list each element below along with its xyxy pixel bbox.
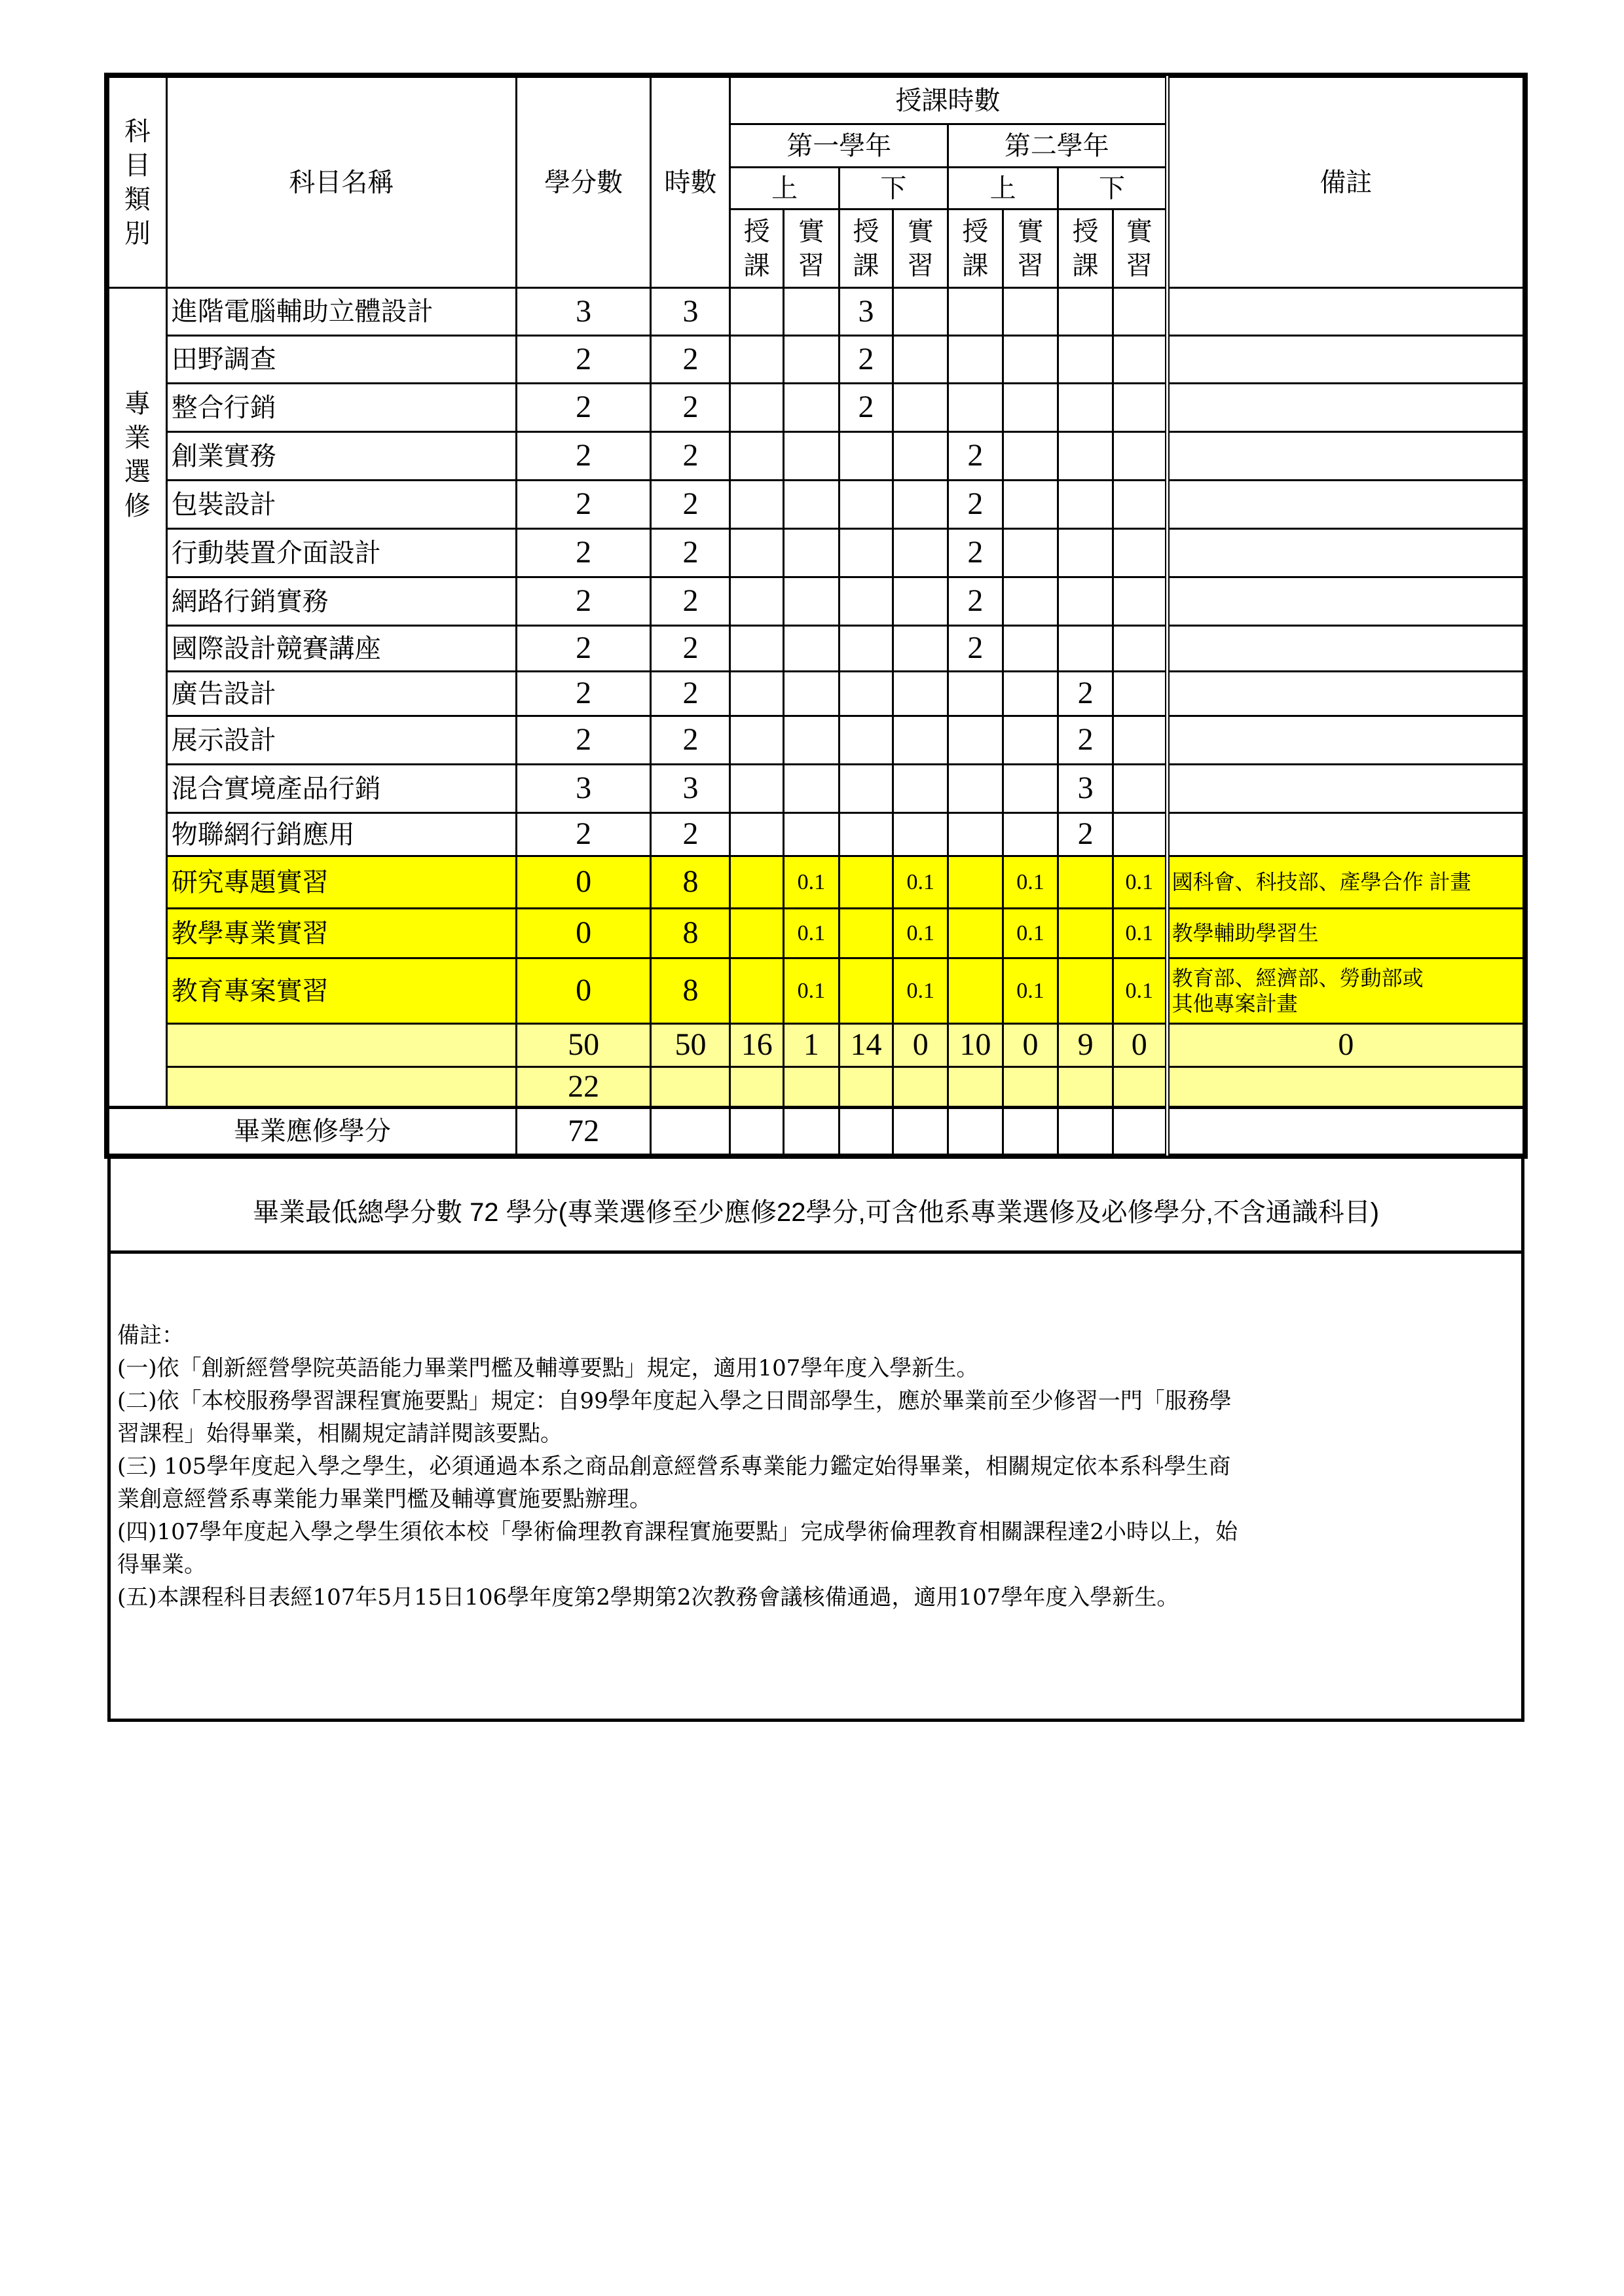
year2-header: 第二學年 [948, 124, 1168, 168]
empty-cell [730, 1108, 784, 1155]
hours-y1d-l [839, 958, 893, 1024]
hours-cell: 2 [651, 432, 730, 481]
course-row [109, 288, 1524, 336]
hours-cell: 3 [651, 765, 730, 813]
hours-cell: 50 [651, 1024, 730, 1067]
year2-upper-header: 上 [948, 168, 1058, 210]
curriculum-sheet [107, 76, 1524, 1156]
hours-y2u-l: 2 [948, 432, 1003, 481]
hours-y1u-p [784, 529, 840, 577]
hours-y2d-l [1058, 909, 1113, 958]
hours-y1u-l [730, 958, 784, 1024]
course-name: 創業實務 [166, 432, 516, 481]
hours-y2u-p: 0 [1003, 1024, 1058, 1067]
practice-char: 實 [907, 217, 934, 246]
practice-header [1003, 210, 1058, 288]
hours-y2d-l [1058, 577, 1113, 626]
credits-cell: 2 [516, 432, 651, 481]
graduation-credits: 72 [516, 1108, 651, 1155]
practice-header [784, 210, 840, 288]
lecture-header [839, 210, 893, 288]
hours-cell: 2 [651, 529, 730, 577]
credits-cell: 2 [516, 529, 651, 577]
hours-cell: 3 [651, 288, 730, 336]
internship-row [109, 909, 1524, 958]
hours-y1u-p: 0.1 [784, 909, 840, 958]
hours-y2u-l: 10 [948, 1024, 1003, 1067]
hours-y2d-p: 0 [1113, 1024, 1167, 1067]
hours-y2u-p [1003, 529, 1058, 577]
hours-y1d-l [839, 765, 893, 813]
hours-y1u-l [730, 716, 784, 765]
category-header [109, 77, 167, 288]
credits-cell: 2 [516, 336, 651, 384]
hours-y2u-p [1003, 813, 1058, 856]
course-name: 混合實境產品行銷 [166, 765, 516, 813]
course-name: 國際設計競賽講座 [166, 626, 516, 672]
hours-y1d-p [893, 288, 948, 336]
summary-text: 畢業最低總學分數 72 學分(專業選修至少應修22學分,可含他系專業選修及必修學分,不含通識科目) [252, 1198, 1380, 1227]
hours-header: 時數 [651, 77, 730, 288]
course-name: 物聯網行銷應用 [166, 813, 516, 856]
category-char: 目 [124, 151, 151, 180]
note-line: 教學輔助學習生 [1172, 921, 1319, 945]
hours-y2u-l [948, 813, 1003, 856]
hours-y2u-p [1003, 384, 1058, 432]
remark-line: (二)依「本校服務學習課程實施要點」規定：自99學年度起入學之日間部學生，應於畢業前至少修習一門「服務學 [117, 1388, 1232, 1414]
note-cell [1167, 288, 1523, 336]
hours-y2d-p: 0.1 [1113, 958, 1167, 1024]
hours-y2u-p [1003, 765, 1058, 813]
empty-cell [1167, 1067, 1523, 1108]
lecture-char: 授 [1072, 217, 1099, 246]
empty-cell [1058, 1108, 1113, 1155]
note-cell [1167, 716, 1523, 765]
hours-y1d-l [839, 716, 893, 765]
note-cell [1167, 909, 1523, 958]
lecture-char: 授 [743, 217, 770, 246]
remark-line: 得畢業。 [117, 1552, 206, 1578]
hours-y1u-l [730, 432, 784, 481]
empty-cell [651, 1067, 730, 1108]
hours-y2d-l [1058, 856, 1113, 909]
course-row [109, 765, 1524, 813]
note-cell [1167, 481, 1523, 529]
hours-y2d-p [1113, 288, 1167, 336]
credits-cell: 2 [516, 384, 651, 432]
hours-y2d-p [1113, 672, 1167, 716]
hours-y1u-p [784, 765, 840, 813]
hours-y1d-l [839, 909, 893, 958]
credits-cell: 2 [516, 577, 651, 626]
hours-y1u-l [730, 577, 784, 626]
lecture-header [730, 210, 784, 288]
credits-cell: 0 [516, 909, 651, 958]
course-row [109, 432, 1524, 481]
hours-y1d-l [839, 672, 893, 716]
hours-y1d-p [893, 529, 948, 577]
note-line: 教育部、經濟部、勞動部或 [1172, 966, 1424, 991]
empty-cell [1113, 1067, 1167, 1108]
year2-lower-header: 下 [1058, 168, 1167, 210]
hours-y1u-l [730, 336, 784, 384]
hours-y2u-l: 2 [948, 626, 1003, 672]
internship-row [109, 958, 1524, 1024]
hours-y2d-l [1058, 626, 1113, 672]
note-cell [1167, 672, 1523, 716]
remark-line: 習課程」始得畢業，相關規定請詳閱該要點。 [117, 1421, 563, 1447]
hours-y1u-l [730, 672, 784, 716]
course-name: 整合行銷 [166, 384, 516, 432]
hours-y2d-l [1058, 481, 1113, 529]
hours-y1u-l [730, 288, 784, 336]
note-cell [1167, 765, 1523, 813]
hours-y1u-l [730, 856, 784, 909]
lecture-header [948, 210, 1003, 288]
hours-y1d-l [839, 856, 893, 909]
hours-y1u-p: 1 [784, 1024, 840, 1067]
hours-y2d-p [1113, 529, 1167, 577]
course-row [109, 626, 1524, 672]
hours-cell: 8 [651, 958, 730, 1024]
course-row [109, 813, 1524, 856]
hours-y2u-l [948, 672, 1003, 716]
hours-cell: 2 [651, 813, 730, 856]
credits-cell: 2 [516, 626, 651, 672]
hours-y1u-p: 0.1 [784, 958, 840, 1024]
hours-y2u-p: 0.1 [1003, 958, 1058, 1024]
note-line: 其他專案計畫 [1172, 991, 1298, 1015]
lecture-char: 授 [853, 217, 879, 246]
course-row [109, 384, 1524, 432]
remarks-title: 備註： [117, 1322, 184, 1349]
hours-y2u-l [948, 958, 1003, 1024]
course-name: 包裝設計 [166, 481, 516, 529]
hours-y1u-p [784, 336, 840, 384]
hours-y1d-p [893, 336, 948, 384]
credits-header: 學分數 [516, 77, 651, 288]
empty-cell [166, 1067, 516, 1108]
hours-y1d-p [893, 432, 948, 481]
hours-y2u-l [948, 765, 1003, 813]
hours-y1d-p [893, 577, 948, 626]
practice-char: 習 [907, 251, 934, 280]
hours-y1d-p: 0 [893, 1024, 948, 1067]
hours-y1u-l [730, 765, 784, 813]
hours-y1u-l [730, 481, 784, 529]
hours-y1d-p: 0.1 [893, 958, 948, 1024]
hours-y1d-p [893, 716, 948, 765]
hours-cell: 2 [651, 626, 730, 672]
hours-y2u-p [1003, 672, 1058, 716]
note-cell [1167, 529, 1523, 577]
practice-char: 習 [798, 251, 824, 280]
hours-y2u-p: 0.1 [1003, 856, 1058, 909]
course-name-header: 科目名稱 [166, 77, 516, 288]
hours-cell: 8 [651, 856, 730, 909]
empty-cell [651, 1108, 730, 1155]
hours-y2d-l [1058, 288, 1113, 336]
credits-cell: 2 [516, 672, 651, 716]
hours-y1u-l [730, 529, 784, 577]
lecture-char: 課 [1072, 251, 1099, 280]
hours-y1d-p [893, 626, 948, 672]
empty-cell [839, 1108, 893, 1155]
hours-y2u-l [948, 384, 1003, 432]
hours-y2d-p [1113, 813, 1167, 856]
hours-y2d-p: 0.1 [1113, 909, 1167, 958]
course-name: 展示設計 [166, 716, 516, 765]
note-line: 國科會、科技部、產學合作 計畫 [1172, 870, 1471, 894]
course-row [109, 577, 1524, 626]
hours-cell: 2 [651, 716, 730, 765]
hours-y1d-l: 2 [839, 336, 893, 384]
practice-char: 實 [1017, 217, 1044, 246]
lecture-char: 授 [962, 217, 989, 246]
hours-y2d-p [1113, 626, 1167, 672]
hours-y2u-p [1003, 336, 1058, 384]
hours-y2d-l: 2 [1058, 716, 1113, 765]
hours-y2d-l [1058, 384, 1113, 432]
hours-y1u-p [784, 432, 840, 481]
hours-y2u-l [948, 856, 1003, 909]
note-cell [1167, 626, 1523, 672]
empty-cell [893, 1067, 948, 1108]
hours-cell: 2 [651, 336, 730, 384]
hours-y2d-l: 2 [1058, 813, 1113, 856]
empty-cell [1113, 1108, 1167, 1155]
course-row [109, 481, 1524, 529]
hours-y2d-l [1058, 432, 1113, 481]
hours-y1d-p [893, 672, 948, 716]
course-name: 網路行銷實務 [166, 577, 516, 626]
hours-y1d-l [839, 529, 893, 577]
lecture-char: 課 [743, 251, 770, 280]
hours-y1u-p: 0.1 [784, 856, 840, 909]
hours-cell: 2 [651, 577, 730, 626]
course-name: 廣告設計 [166, 672, 516, 716]
hours-y2d-p [1113, 481, 1167, 529]
credits-cell: 3 [516, 765, 651, 813]
hours-y1u-p [784, 481, 840, 529]
remark-line: (三) 105學年度起入學之學生，必須通過本系之商品創意經營系專業能力鑑定始得畢業，相關規定依本系科學生商 [117, 1453, 1231, 1480]
hours-y1d-p: 0.1 [893, 856, 948, 909]
hours-y2u-p [1003, 626, 1058, 672]
subtotal-row [109, 1024, 1524, 1067]
hours-cell: 2 [651, 384, 730, 432]
notes-header: 備註 [1167, 77, 1523, 288]
hours-y2u-p [1003, 432, 1058, 481]
empty-cell [948, 1067, 1003, 1108]
elective-required-row [109, 1067, 1524, 1108]
hours-y1u-p [784, 672, 840, 716]
practice-header [893, 210, 948, 288]
hours-y2u-l: 2 [948, 577, 1003, 626]
course-name: 田野調查 [166, 336, 516, 384]
hours-y1d-p: 0.1 [893, 909, 948, 958]
hours-y1u-p [784, 577, 840, 626]
hours-y2u-l [948, 909, 1003, 958]
empty-cell [1003, 1108, 1058, 1155]
course-name: 研究專題實習 [166, 856, 516, 909]
year1-header: 第一學年 [730, 124, 948, 168]
section-label-char: 業 [124, 424, 151, 452]
credits-cell: 3 [516, 288, 651, 336]
credits-cell: 2 [516, 481, 651, 529]
note-cell [1167, 336, 1523, 384]
hours-y2d-l: 2 [1058, 672, 1113, 716]
practice-char: 習 [1126, 251, 1153, 280]
hours-y2d-p [1113, 336, 1167, 384]
course-row [109, 672, 1524, 716]
category-char: 別 [124, 219, 151, 248]
remark-line: (四)107學年度起入學之學生須依本校「學術倫理教育課程實施要點」完成學術倫理教育相關課程達2小時以上，始 [117, 1519, 1238, 1545]
hours-y2d-p [1113, 716, 1167, 765]
hours-y2u-l [948, 716, 1003, 765]
elective-required-credits: 22 [516, 1067, 651, 1108]
hours-cell: 2 [651, 672, 730, 716]
hours-y1u-l [730, 813, 784, 856]
hours-y1d-l [839, 432, 893, 481]
section-label-char: 修 [124, 492, 151, 520]
hours-y2d-p [1113, 577, 1167, 626]
section-label [109, 288, 167, 1108]
remark-line: 業創意經營系專業能力畢業門檻及輔導實施要點辦理。 [117, 1486, 652, 1512]
hours-y1d-l: 2 [839, 384, 893, 432]
hours-y2d-l [1058, 336, 1113, 384]
practice-header [1113, 210, 1167, 288]
curriculum-table [107, 76, 1524, 1156]
graduation-label: 畢業應修學分 [109, 1108, 517, 1155]
hours-y1d-l [839, 577, 893, 626]
teaching-hours-header: 授課時數 [730, 77, 1167, 124]
note-cell [1167, 577, 1523, 626]
hours-y2u-p [1003, 481, 1058, 529]
empty-cell [784, 1108, 840, 1155]
credits-cell: 2 [516, 716, 651, 765]
credits-cell: 50 [516, 1024, 651, 1067]
category-char: 類 [124, 185, 151, 214]
hours-y2d-l [1058, 958, 1113, 1024]
course-row [109, 716, 1524, 765]
hours-y2d-p: 0.1 [1113, 856, 1167, 909]
hours-y1u-l: 16 [730, 1024, 784, 1067]
remark-line: (五)本課程科目表經107年5月15日106學年度第2學期第2次教務會議核備通過，適用107學年度入學新生。 [117, 1584, 1179, 1611]
practice-char: 習 [1017, 251, 1044, 280]
hours-y1d-p [893, 765, 948, 813]
remarks-block [107, 1254, 1524, 1722]
hours-y2d-p [1113, 765, 1167, 813]
hours-y1d-l [839, 481, 893, 529]
note-cell [1167, 432, 1523, 481]
empty-cell [1058, 1067, 1113, 1108]
hours-y1u-p [784, 716, 840, 765]
hours-y2d-l: 9 [1058, 1024, 1113, 1067]
hours-y1d-p [893, 481, 948, 529]
hours-cell: 8 [651, 909, 730, 958]
course-name: 進階電腦輔助立體設計 [166, 288, 516, 336]
hours-y2u-l [948, 288, 1003, 336]
hours-cell: 2 [651, 481, 730, 529]
hours-y2u-l [948, 336, 1003, 384]
note-cell [1167, 813, 1523, 856]
hours-y1d-p [893, 813, 948, 856]
empty-cell [784, 1067, 840, 1108]
year1-upper-header: 上 [730, 168, 839, 210]
note-cell: 0 [1167, 1024, 1523, 1067]
course-name: 教學專業實習 [166, 909, 516, 958]
hours-y2d-p [1113, 432, 1167, 481]
hours-y2u-p [1003, 577, 1058, 626]
practice-char: 實 [1126, 217, 1153, 246]
lecture-char: 課 [962, 251, 989, 280]
empty-cell [839, 1067, 893, 1108]
note-cell [1167, 958, 1523, 1024]
note-cell [1167, 384, 1523, 432]
hours-y1d-l [839, 813, 893, 856]
credits-cell: 0 [516, 856, 651, 909]
hours-y2u-p [1003, 716, 1058, 765]
hours-y2d-l [1058, 529, 1113, 577]
graduation-row [109, 1108, 1524, 1155]
hours-y1u-l [730, 626, 784, 672]
empty-cell [730, 1067, 784, 1108]
hours-y1d-l: 3 [839, 288, 893, 336]
empty-cell [1003, 1067, 1058, 1108]
hours-y2u-l: 2 [948, 481, 1003, 529]
internship-row [109, 856, 1524, 909]
empty-cell [1167, 1108, 1523, 1155]
course-name: 行動裝置介面設計 [166, 529, 516, 577]
lecture-header [1058, 210, 1113, 288]
credits-cell: 0 [516, 958, 651, 1024]
hours-y1d-l [839, 626, 893, 672]
practice-char: 實 [798, 217, 824, 246]
empty-cell [893, 1108, 948, 1155]
hours-y1u-p [784, 384, 840, 432]
note-cell [1167, 856, 1523, 909]
hours-y2d-p [1113, 384, 1167, 432]
hours-y1d-l: 14 [839, 1024, 893, 1067]
graduation-summary [107, 1156, 1524, 1254]
course-name [166, 1024, 516, 1067]
hours-y2u-p: 0.1 [1003, 909, 1058, 958]
lecture-char: 課 [853, 251, 879, 280]
hours-y1u-l [730, 909, 784, 958]
hours-y1u-l [730, 384, 784, 432]
hours-y1u-p [784, 288, 840, 336]
section-label-char: 專 [124, 390, 151, 418]
section-label-char: 選 [124, 458, 151, 486]
credits-cell: 2 [516, 813, 651, 856]
course-row [109, 529, 1524, 577]
course-name: 教育專案實習 [166, 958, 516, 1024]
hours-y2d-l: 3 [1058, 765, 1113, 813]
year1-lower-header: 下 [839, 168, 948, 210]
hours-y2u-l: 2 [948, 529, 1003, 577]
course-row [109, 336, 1524, 384]
hours-y1u-p [784, 626, 840, 672]
empty-cell [948, 1108, 1003, 1155]
hours-y1d-p [893, 384, 948, 432]
hours-y2u-p [1003, 288, 1058, 336]
remark-line: (一)依「創新經營學院英語能力畢業門檻及輔導要點」規定，適用107學年度入學新生。 [117, 1355, 979, 1381]
category-char: 科 [124, 117, 151, 146]
hours-y1u-p [784, 813, 840, 856]
